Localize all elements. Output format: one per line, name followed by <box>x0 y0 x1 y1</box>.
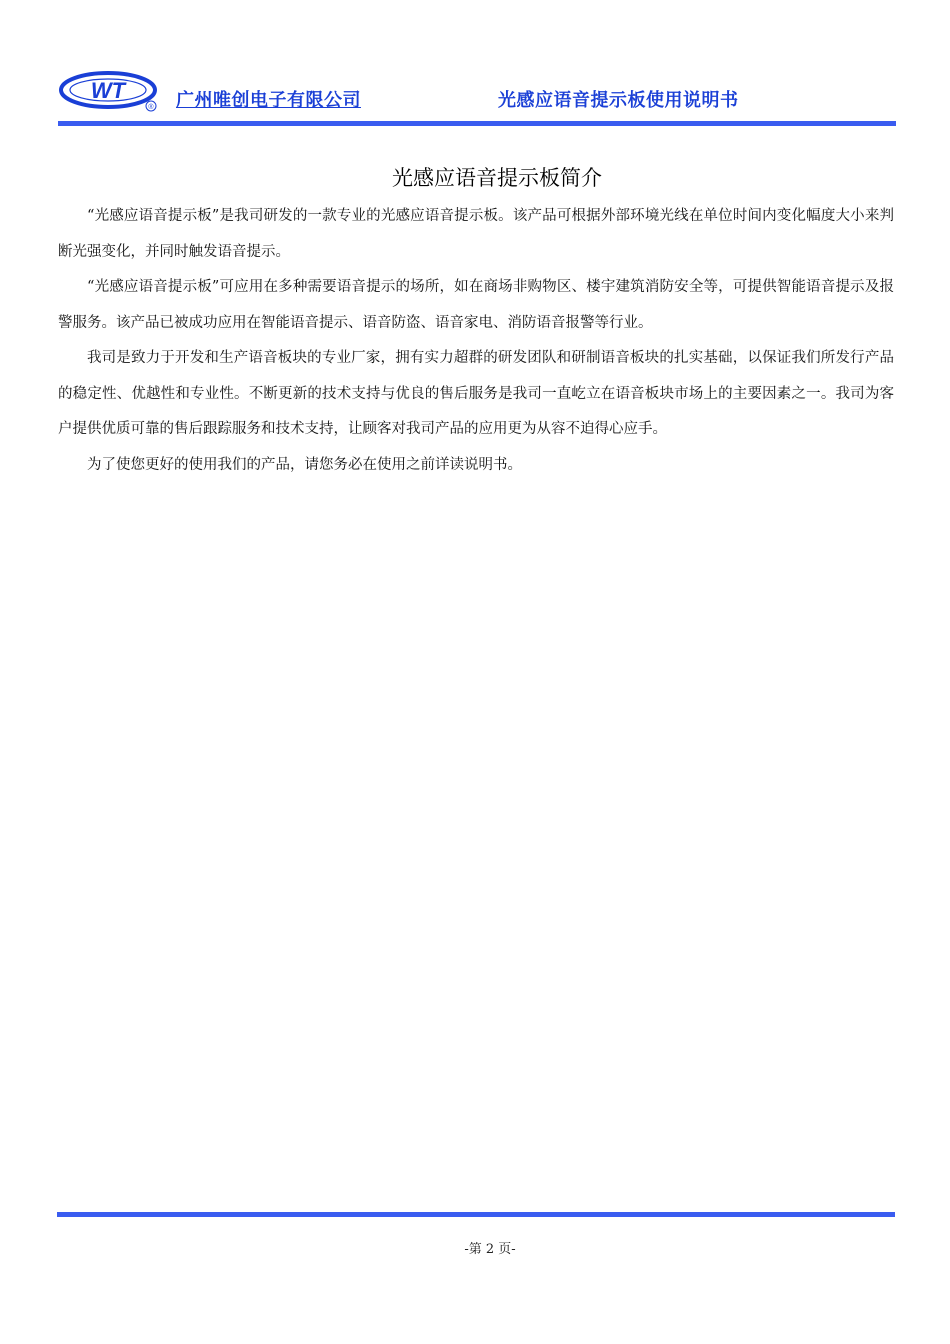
header-divider <box>58 121 896 126</box>
intro-paragraph-4: 为了使您更好的使用我们的产品，请您务必在使用之前详读说明书。 <box>87 456 522 473</box>
logo-lettering: WT <box>90 78 126 103</box>
page-header <box>58 62 896 126</box>
page-number: -第 2 页- <box>464 1242 516 1257</box>
document-title: 光感应语音提示板使用说明书 <box>498 90 739 111</box>
registered-mark: ® <box>148 104 154 111</box>
intro-paragraph-3: 我司是致力于开发和生产语音板块的专业厂家，拥有实力超群的研发团队和研制语音板块的扎实基础，以保证我们所发行产品的稳定性、优越性和专业性。不断更新的技术支持与优良的售后服务是我司一直屹立在语音板块市场上的主要因素之一。我司为客户提供优质可靠的售后跟踪服务和技术支持，让顾客对我司产品的应用更为从容不迫得心应手。 <box>58 350 894 437</box>
company-name: 广州唯创电子有限公司 <box>176 90 361 111</box>
footer-divider <box>57 1212 895 1217</box>
intro-body <box>58 199 894 483</box>
intro-paragraph-1: “光感应语音提示板”是我司研发的一款专业的光感应语音提示板。该产品可根据外部环境光线在单位时间内变化幅度大小来判断光强变化，并同时触发语音提示。 <box>58 208 894 260</box>
intro-paragraph-2: “光感应语音提示板”可应用在多种需要语音提示的场所，如在商场非购物区、楼宇建筑消防安全等，可提供智能语音提示及报警服务。该产品已被成功应用在智能语音提示、语音防盗、语音家电、消防语音报警等行业。 <box>58 279 894 331</box>
page-title: 光感应语音提示板简介 <box>392 166 602 190</box>
company-logo-icon <box>58 68 168 112</box>
